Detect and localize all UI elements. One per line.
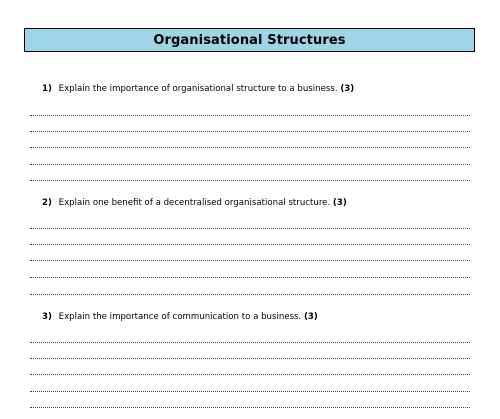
question-3-marks: (3) bbox=[304, 312, 318, 322]
answer-line[interactable] bbox=[30, 342, 470, 343]
question-2-text: Explain one benefit of a decentralised organisational structure. bbox=[58, 198, 331, 208]
question-1-text: Explain the importance of organisational structure to a business. bbox=[58, 84, 338, 94]
question-1-number: 1) bbox=[42, 84, 52, 94]
question-2 bbox=[42, 198, 347, 208]
answer-line[interactable] bbox=[30, 391, 470, 392]
question-3-text: Explain the importance of communication to a business. bbox=[58, 312, 302, 322]
answer-line[interactable] bbox=[30, 164, 470, 165]
answer-line[interactable] bbox=[30, 358, 470, 359]
worksheet-title-box bbox=[24, 28, 475, 52]
question-2-marks: (3) bbox=[332, 198, 347, 208]
answer-line[interactable] bbox=[30, 374, 470, 375]
answer-line[interactable] bbox=[30, 407, 470, 408]
question-3 bbox=[42, 312, 318, 322]
question-1 bbox=[42, 84, 354, 94]
question-3-number: 3) bbox=[42, 312, 52, 322]
question-1-marks: (3) bbox=[340, 84, 355, 94]
answer-line[interactable] bbox=[30, 180, 470, 181]
answer-line[interactable] bbox=[30, 260, 470, 261]
answer-line[interactable] bbox=[30, 244, 470, 245]
answer-line[interactable] bbox=[30, 131, 470, 132]
answer-line[interactable] bbox=[30, 147, 470, 148]
answer-line[interactable] bbox=[30, 277, 470, 278]
answer-line[interactable] bbox=[30, 228, 470, 229]
worksheet-title: Organisational Structures bbox=[153, 32, 346, 48]
answer-line[interactable] bbox=[30, 115, 470, 116]
question-2-number: 2) bbox=[42, 198, 52, 208]
answer-line[interactable] bbox=[30, 294, 470, 295]
